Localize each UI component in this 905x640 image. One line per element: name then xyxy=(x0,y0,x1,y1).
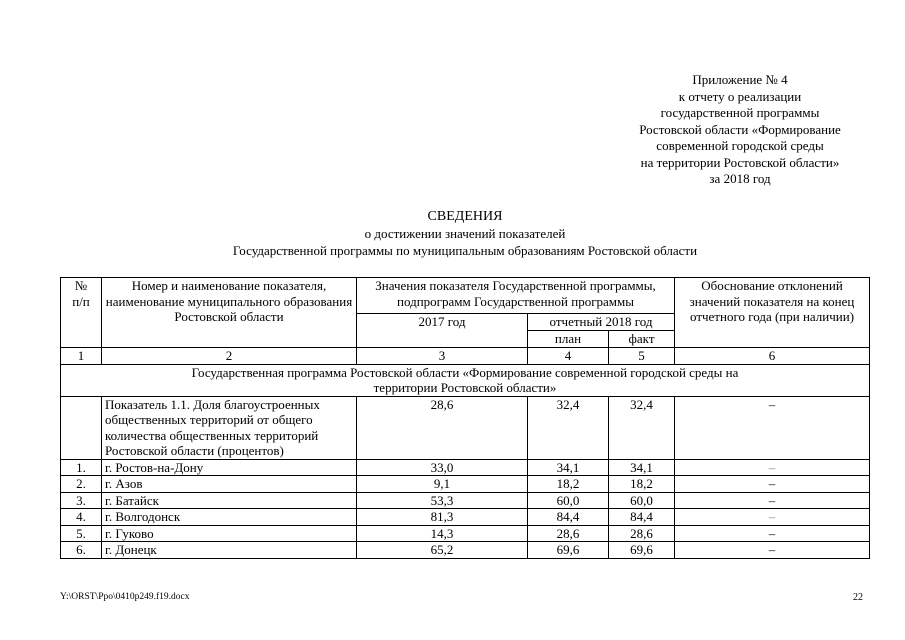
row-2017: 14,3 xyxy=(357,525,528,542)
row-fact: 34,1 xyxy=(609,459,675,476)
row-plan: 60,0 xyxy=(528,492,609,509)
table-row xyxy=(61,492,870,509)
row-num: 2. xyxy=(61,476,102,493)
row-2017: 33,0 xyxy=(357,459,528,476)
row-2017: 9,1 xyxy=(357,476,528,493)
row-plan: 28,6 xyxy=(528,525,609,542)
header-justification: Обоснование отклонений значений показателя на конец отчетного года (при наличии) xyxy=(675,278,870,348)
header-name: Номер и наименование показателя, наименование муниципального образования Ростовской области xyxy=(102,278,357,348)
row-fact: 69,6 xyxy=(609,542,675,559)
title-heading: СВЕДЕНИЯ xyxy=(427,209,503,224)
row-name: г. Азов xyxy=(102,476,357,493)
appendix-line: к отчету о реализации xyxy=(678,88,802,104)
appendix-line: за 2018 год xyxy=(709,171,771,186)
header-plan: план xyxy=(528,331,609,348)
program-title-row: Государственная программа Ростовской области «Формирование современной городской среды на территории Ростовской области» xyxy=(61,364,870,396)
row-plan: 69,6 xyxy=(528,542,609,559)
row-name: г. Донецк xyxy=(102,542,357,559)
row-plan: 18,2 xyxy=(528,476,609,493)
header-reporting-year: отчетный 2018 год xyxy=(528,314,675,331)
indicator-fact: 32,4 xyxy=(609,396,675,459)
indicator-plan: 32,4 xyxy=(528,396,609,459)
row-plan: 34,1 xyxy=(528,459,609,476)
appendix-line: на территории Ростовской области» xyxy=(640,154,840,170)
row-name: г. Ростов-на-Дону xyxy=(102,459,357,476)
appendix-line: Приложение № 4 xyxy=(692,72,788,87)
header-values-group: Значения показателя Государственной программы, подпрограмм Государственной программы xyxy=(357,278,675,314)
row-note: – xyxy=(675,509,870,526)
appendix-line: Ростовской области «Формирование xyxy=(639,121,841,137)
footer-file-path: Y:\ORST\Ppo\0410p249.f19.docx xyxy=(60,592,190,602)
table-row xyxy=(61,542,870,559)
header-fact: факт xyxy=(609,331,675,348)
appendix-line: государственной программы xyxy=(660,105,820,120)
row-note: – xyxy=(675,492,870,509)
row-note: – xyxy=(675,525,870,542)
header-num: № п/п xyxy=(61,278,102,348)
row-2017: 65,2 xyxy=(357,542,528,559)
row-num: 3. xyxy=(61,492,102,509)
table-row xyxy=(61,476,870,493)
title-subline: Государственной программы по муниципальным образованиям Ростовской области xyxy=(232,243,698,258)
appendix-line: современной городской среды xyxy=(656,138,824,153)
row-name: г. Волгодонск xyxy=(102,509,357,526)
indicators-table xyxy=(60,277,870,559)
header-2017: 2017 год xyxy=(357,314,528,348)
indicator-note: – xyxy=(675,396,870,459)
table-row xyxy=(61,509,870,526)
footer-page-number: 22 xyxy=(853,592,863,603)
col-number: 4 xyxy=(528,348,609,365)
row-fact: 84,4 xyxy=(609,509,675,526)
row-2017: 53,3 xyxy=(357,492,528,509)
table-row xyxy=(61,459,870,476)
row-plan: 84,4 xyxy=(528,509,609,526)
row-fact: 18,2 xyxy=(609,476,675,493)
indicator-name: Показатель 1.1. Доля благоустроенных общественных территорий от общего количества общественных территорий Ростовской области (процентов) xyxy=(102,396,357,459)
row-fact: 28,6 xyxy=(609,525,675,542)
appendix-header xyxy=(590,72,890,188)
title-subline: о достижении значений показателей xyxy=(364,226,566,241)
col-number: 3 xyxy=(357,348,528,365)
col-number: 2 xyxy=(102,348,357,365)
col-number: 1 xyxy=(61,348,102,365)
row-note: – xyxy=(675,542,870,559)
table-row xyxy=(61,525,870,542)
row-fact: 60,0 xyxy=(609,492,675,509)
row-name: г. Гуково xyxy=(102,525,357,542)
row-note: – xyxy=(675,476,870,493)
row-note: – xyxy=(675,459,870,476)
row-num: 5. xyxy=(61,525,102,542)
document-title xyxy=(100,208,830,259)
row-name: г. Батайск xyxy=(102,492,357,509)
row-num: 4. xyxy=(61,509,102,526)
row-2017: 81,3 xyxy=(357,509,528,526)
indicator-num xyxy=(61,396,102,459)
col-number: 5 xyxy=(609,348,675,365)
row-num: 6. xyxy=(61,542,102,559)
row-num: 1. xyxy=(61,459,102,476)
indicator-2017: 28,6 xyxy=(357,396,528,459)
col-number: 6 xyxy=(675,348,870,365)
